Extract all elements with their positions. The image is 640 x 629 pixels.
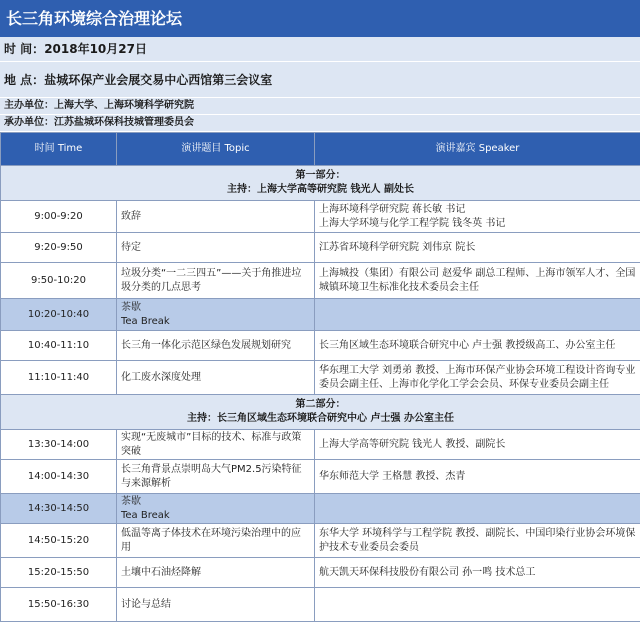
table-row (1, 331, 640, 361)
topic-text: 茶歇 (121, 495, 141, 507)
header-speaker: 演讲嘉宾 Speaker (315, 133, 640, 166)
speaker-cell (315, 263, 640, 299)
speaker-line: 华东理工大学 刘勇弟 教授、上海市环保产业协会环境工程设计咨询专业委员会副主任、上海市化学化工学会会员、环保专业委员会副主任 (319, 364, 636, 390)
time-label: 时 间： (4, 42, 45, 56)
part2-title: 第二部分： (295, 399, 346, 410)
table-row (1, 233, 640, 263)
speaker-cell (315, 299, 640, 331)
topic-text-en: Tea Break (121, 509, 170, 521)
table-row (1, 430, 640, 460)
time-cell: 9:50-10:20 (1, 263, 117, 299)
topic-text: 低温等离子体技术在环境污染治理中的应用 (121, 527, 301, 553)
speaker-cell (315, 460, 640, 494)
topic-cell (117, 430, 315, 460)
table-row (1, 524, 640, 558)
time-cell: 13:30-14:00 (1, 430, 117, 460)
topic-cell (117, 233, 315, 263)
organizer-info (0, 115, 640, 131)
part2-header-cell (1, 395, 640, 430)
time-cell: 9:20-9:50 (1, 233, 117, 263)
topic-text-en: Tea Break (121, 315, 170, 327)
time-cell: 9:00-9:20 (1, 201, 117, 233)
speaker-line: 航天凯天环保科技股份有限公司 孙一鸣 技术总工 (319, 566, 536, 578)
topic-cell (117, 460, 315, 494)
topic-text: 致辞 (121, 210, 141, 222)
topic-text: 土壤中石油烃降解 (121, 566, 201, 578)
time-cell: 11:10-11:40 (1, 361, 117, 395)
topic-cell (117, 588, 315, 622)
time-value: 2018年10月27日 (44, 42, 147, 56)
topic-cell (117, 201, 315, 233)
speaker-cell (315, 233, 640, 263)
topic-cell (117, 558, 315, 588)
place-info (0, 62, 640, 98)
part1-chair: 主持：上海大学高等研究院 钱光人 副处长 (227, 184, 414, 195)
place-value: 盐城环保产业会展交易中心西馆第三会议室 (44, 73, 273, 87)
topic-cell (117, 263, 315, 299)
host-label: 主办单位： (4, 100, 54, 111)
topic-text: 垃圾分类“一二三四五”——关于角推进垃圾分类的几点思考 (121, 267, 302, 293)
topic-text: 茶歇 (121, 301, 141, 313)
speaker-cell (315, 430, 640, 460)
topic-text: 长三角一体化示范区绿色发展规划研究 (121, 339, 291, 351)
time-info (0, 37, 640, 62)
speaker-cell (315, 494, 640, 524)
table-row (1, 558, 640, 588)
speaker-line: 江苏省环境科学研究院 刘伟京 院长 (319, 241, 476, 253)
forum-title: 长三角环境综合治理论坛 (0, 0, 640, 37)
organizer-value: 江苏盐城环保科技城管理委员会 (54, 117, 194, 128)
speaker-cell (315, 331, 640, 361)
topic-cell (117, 331, 315, 361)
topic-text: 讨论与总结 (121, 598, 171, 610)
table-row (1, 494, 640, 524)
time-cell: 10:40-11:10 (1, 331, 117, 361)
topic-text: 化工废水深度处理 (121, 371, 201, 383)
time-cell: 10:20-10:40 (1, 299, 117, 331)
topic-text: 实现“无废城市”目标的技术、标准与政策突破 (121, 431, 302, 457)
table-row (1, 201, 640, 233)
part1-header (1, 166, 640, 201)
speaker-line: 东华大学 环境科学与工程学院 教授、副院长、中国印染行业协会环境保护技术专业委员会委员 (319, 527, 636, 553)
organizer-label: 承办单位： (4, 117, 54, 128)
speaker-cell (315, 361, 640, 395)
host-info (0, 98, 640, 114)
table-row (1, 588, 640, 622)
speaker-cell (315, 588, 640, 622)
table-header-row (1, 133, 640, 166)
part2-header (1, 395, 640, 430)
table-row (1, 460, 640, 494)
table-row (1, 299, 640, 331)
time-cell: 14:30-14:50 (1, 494, 117, 524)
time-cell: 15:20-15:50 (1, 558, 117, 588)
speaker-line: 上海大学环境与化学工程学院 钱冬英 书记 (319, 217, 506, 229)
place-label: 地 点： (4, 73, 45, 87)
speaker-line: 上海城投（集团）有限公司 赵爱华 副总工程师、上海市领军人才、全国城镇环境卫生标准化技术委员会主任 (319, 267, 636, 293)
speaker-cell (315, 201, 640, 233)
schedule-table (0, 132, 640, 622)
speaker-line: 上海环境科学研究院 蒋长敏 书记 (319, 203, 466, 215)
table-row (1, 361, 640, 395)
host-value: 上海大学、上海环境科学研究院 (54, 100, 194, 111)
speaker-cell (315, 558, 640, 588)
topic-cell (117, 299, 315, 331)
header-time: 时间 Time (1, 133, 117, 166)
part2-chair: 主持：长三角区域生态环境联合研究中心 卢士强 办公室主任 (187, 413, 454, 424)
topic-text: 长三角背景点崇明岛大气PM2.5污染特征与来源解析 (121, 463, 302, 489)
speaker-cell (315, 524, 640, 558)
topic-text: 待定 (121, 241, 141, 253)
speaker-line: 上海大学高等研究院 钱光人 教授、副院长 (319, 438, 506, 450)
time-cell: 14:00-14:30 (1, 460, 117, 494)
speaker-line: 长三角区域生态环境联合研究中心 卢士强 教授级高工、办公室主任 (319, 339, 616, 351)
speaker-line: 华东师范大学 王格慧 教授、杰青 (319, 470, 466, 482)
time-cell: 14:50-15:20 (1, 524, 117, 558)
header-topic: 演讲题目 Topic (117, 133, 315, 166)
topic-cell (117, 524, 315, 558)
time-cell: 15:50-16:30 (1, 588, 117, 622)
part1-title: 第一部分： (295, 170, 346, 181)
table-row (1, 263, 640, 299)
topic-cell (117, 361, 315, 395)
topic-cell (117, 494, 315, 524)
